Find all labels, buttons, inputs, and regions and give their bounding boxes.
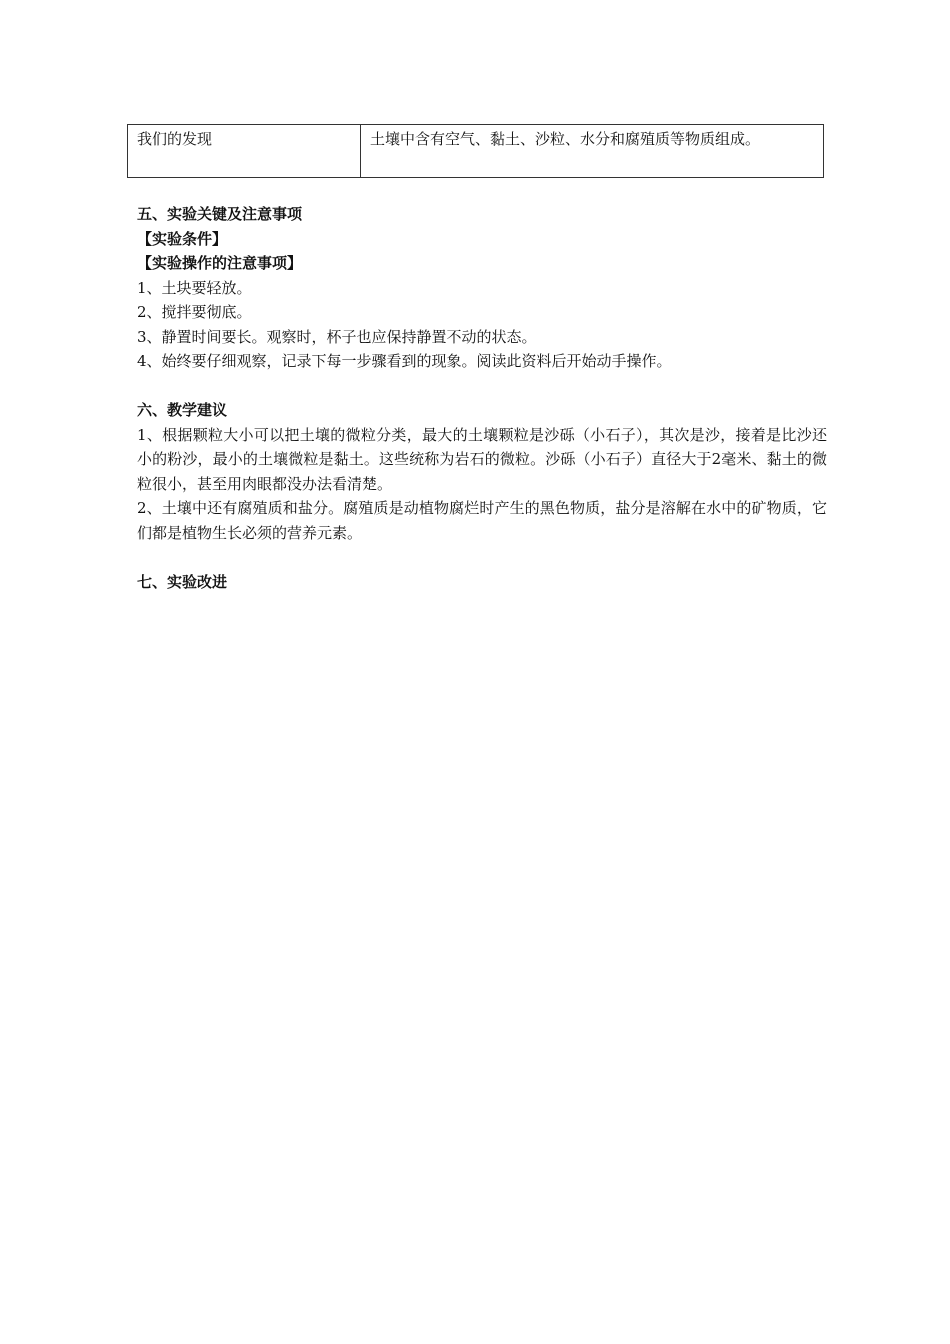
spacer [137, 374, 827, 399]
section6-heading: 六、教学建议 [137, 401, 228, 419]
list-item: 2、搅拌要彻底。 [137, 303, 252, 321]
operation-notes-subheading: 【实验操作的注意事项】 [137, 254, 303, 272]
experiment-conditions-subheading: 【实验条件】 [137, 229, 228, 248]
teaching-suggestion-paragraph: 2、土壤中还有腐殖质和盐分。腐殖质是动植物腐烂时产生的黑色物质，盐分是溶解在水中的矿物质，它们都是植物生长必须的营养元素。 [137, 499, 827, 542]
section7-heading: 七、实验改进 [137, 572, 228, 591]
section5-heading: 五、实验关键及注意事项 [137, 205, 303, 223]
spacer [137, 545, 827, 570]
teaching-suggestion-paragraph: 1、根据颗粒大小可以把土壤的微粒分类，最大的土壤颗粒是沙砾（小石子），其次是沙，接着是比沙还小的粉沙，最小的土壤微粒是黏土。这些统称为岩石的微粒。沙砾（小石子）直径大于2毫米、黏土的微粒很小，甚至用肉眼都没办法看清楚。 [137, 425, 827, 493]
table-row [128, 125, 824, 178]
findings-value-cell: 土壤中含有空气、黏土、沙粒、水分和腐殖质等物质组成。 [361, 125, 824, 178]
list-item: 3、静置时间要长。观察时，杯子也应保持静置不动的状态。 [137, 327, 537, 346]
document-body [137, 202, 827, 594]
list-item: 4、始终要仔细观察，记录下每一步骤看到的现象。阅读此资料后开始动手操作。 [137, 352, 672, 370]
findings-label-cell: 我们的发现 [128, 125, 361, 178]
findings-table [127, 124, 824, 178]
list-item: 1、土块要轻放。 [137, 278, 252, 297]
